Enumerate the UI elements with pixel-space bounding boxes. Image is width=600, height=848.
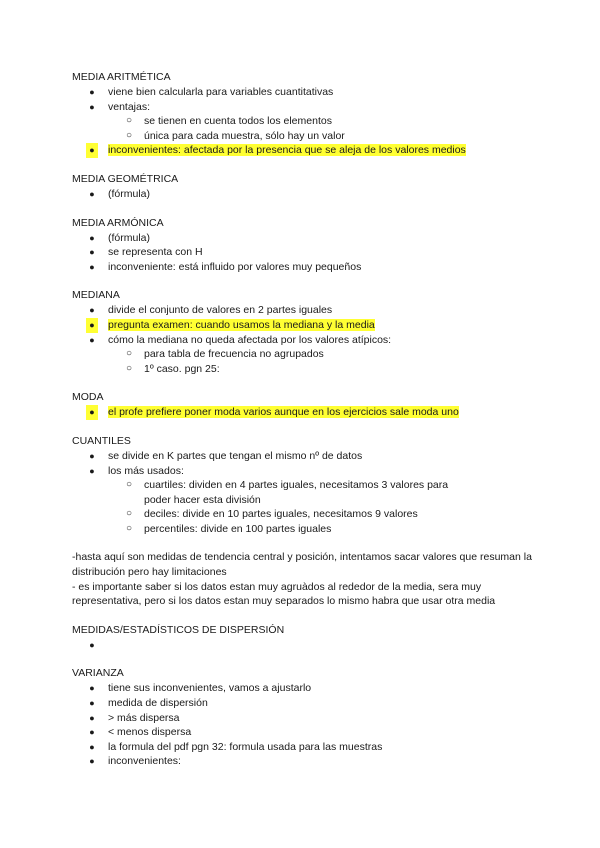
section-varianza: [72, 666, 532, 769]
list-item: ● inconvenientes:: [72, 754, 532, 769]
list-item: ● (fórmula): [72, 231, 532, 246]
list-item: ● viene bien calcularla para variables cuantitativas: [72, 85, 532, 100]
bullet-icon: ●: [89, 727, 95, 738]
list-item: ● medida de dispersión: [72, 696, 532, 711]
hollow-bullet-icon: ○: [125, 129, 133, 141]
bullet-icon: ●: [89, 465, 95, 476]
sub-list-item: ○ cuartiles: dividen en 4 partes iguales, necesitamos 3 valores para poder hacer esta división: [72, 478, 532, 507]
list-item: ● (fórmula): [72, 187, 532, 202]
sub-list-item: ○ 1º caso. pgn 25:: [72, 362, 532, 377]
list-item: ● los más usados:: [72, 464, 532, 479]
section-title: MEDIANA: [72, 289, 120, 302]
list-item: ● inconveniente: está influido por valores muy pequeños: [72, 260, 532, 275]
section-title: MODA: [72, 391, 104, 404]
section-title: MEDIA ARMÓNICA: [72, 216, 164, 229]
section-title: MEDIA ARITMÉTICA: [72, 71, 171, 83]
hollow-bullet-icon: ○: [125, 348, 133, 360]
bullet-icon: ●: [89, 101, 95, 112]
hollow-bullet-icon: ○: [125, 479, 133, 491]
hollow-bullet-icon: ○: [125, 508, 133, 520]
section-media-aritmetica: [72, 70, 532, 158]
list-item-highlighted: ● inconvenientes: afectada por la presencia que se aleja de los valores medios: [72, 143, 532, 158]
list-item: ● < menos dispersa: [72, 725, 532, 740]
bullet-icon: ●: [89, 87, 95, 97]
section-title: MEDIA GEOMÉTRICA: [72, 172, 179, 185]
section-title: MEDIDAS/ESTADÍSTICOS DE DISPERSIÓN: [72, 623, 285, 636]
note-line: - es importante saber si los datos estan muy agruàdos al rededor de la media, sera muy representativa, pero si los datos estan muy separados lo mismo habra que usar otra media: [72, 580, 496, 608]
section-moda: [72, 390, 532, 420]
notes-paragraph: [72, 550, 532, 608]
section-dispersion: [72, 623, 532, 653]
list-item: ● divide el conjunto de valores en 2 partes iguales: [72, 303, 532, 318]
bullet-icon: ●: [89, 305, 95, 316]
section-title: CUANTILES: [72, 434, 131, 447]
bullet-icon: ●: [89, 741, 95, 752]
list-item-highlighted: ● el profe prefiere poner moda varios aunque en los ejercicios sale moda uno: [72, 405, 532, 420]
list-item: ● ventajas:: [72, 100, 532, 115]
bullet-icon: ●: [89, 698, 95, 709]
section-media-armonica: [72, 216, 532, 275]
sub-list-item: ○ se tienen en cuenta todos los elementos: [72, 114, 532, 129]
bullet-icon: ●: [89, 232, 95, 243]
bullet-icon: ●: [86, 318, 98, 333]
list-item: ● la formula del pdf pgn 32: formula usada para las muestras: [72, 740, 532, 755]
list-item-highlighted: ● pregunta examen: cuando usamos la mediana y la media: [72, 318, 532, 333]
sub-list-item: ○ única para cada muestra, sólo hay un valor: [72, 129, 532, 144]
document-body: [72, 70, 532, 783]
hollow-bullet-icon: ○: [125, 115, 133, 127]
hollow-bullet-icon: ○: [125, 362, 133, 374]
list-item: ● > más dispersa: [72, 711, 532, 726]
bullet-icon: ●: [89, 334, 95, 345]
empty-list-item: [72, 638, 532, 653]
list-item: ● se representa con H: [72, 245, 532, 260]
section-media-geometrica: [72, 172, 532, 202]
list-item: ● tiene sus inconvenientes, vamos a ajustarlo: [72, 681, 532, 696]
bullet-icon: ●: [89, 247, 95, 258]
sub-list-item: ○ para tabla de frecuencia no agrupados: [72, 347, 532, 362]
bullet-icon: ●: [89, 188, 95, 199]
bullet-icon: ●: [89, 639, 95, 650]
bullet-icon: ●: [89, 261, 95, 272]
bullet-icon: ●: [89, 450, 95, 461]
bullet-icon: ●: [89, 712, 95, 723]
bullet-icon: ●: [86, 143, 98, 158]
hollow-bullet-icon: ○: [125, 522, 133, 534]
bullet-icon: ●: [89, 683, 95, 694]
list-item: ● se divide en K partes que tengan el mismo nº de datos: [72, 449, 532, 464]
bullet-icon: ●: [86, 405, 98, 420]
section-cuantiles: [72, 434, 532, 537]
bullet-icon: ●: [89, 756, 95, 767]
sub-list-item: ○ deciles: divide en 10 partes iguales, necesitamos 9 valores: [72, 507, 532, 522]
sub-list-item: ○ percentiles: divide en 100 partes iguales: [72, 522, 532, 537]
note-line: -hasta aquí son medidas de tendencia central y posición, intentamos sacar valores que resuman la distribución pero hay limitaciones: [72, 551, 532, 579]
list-item: ● cómo la mediana no queda afectada por los valores atípicos:: [72, 333, 532, 348]
section-mediana: [72, 288, 532, 376]
section-title: VARIANZA: [72, 667, 124, 680]
